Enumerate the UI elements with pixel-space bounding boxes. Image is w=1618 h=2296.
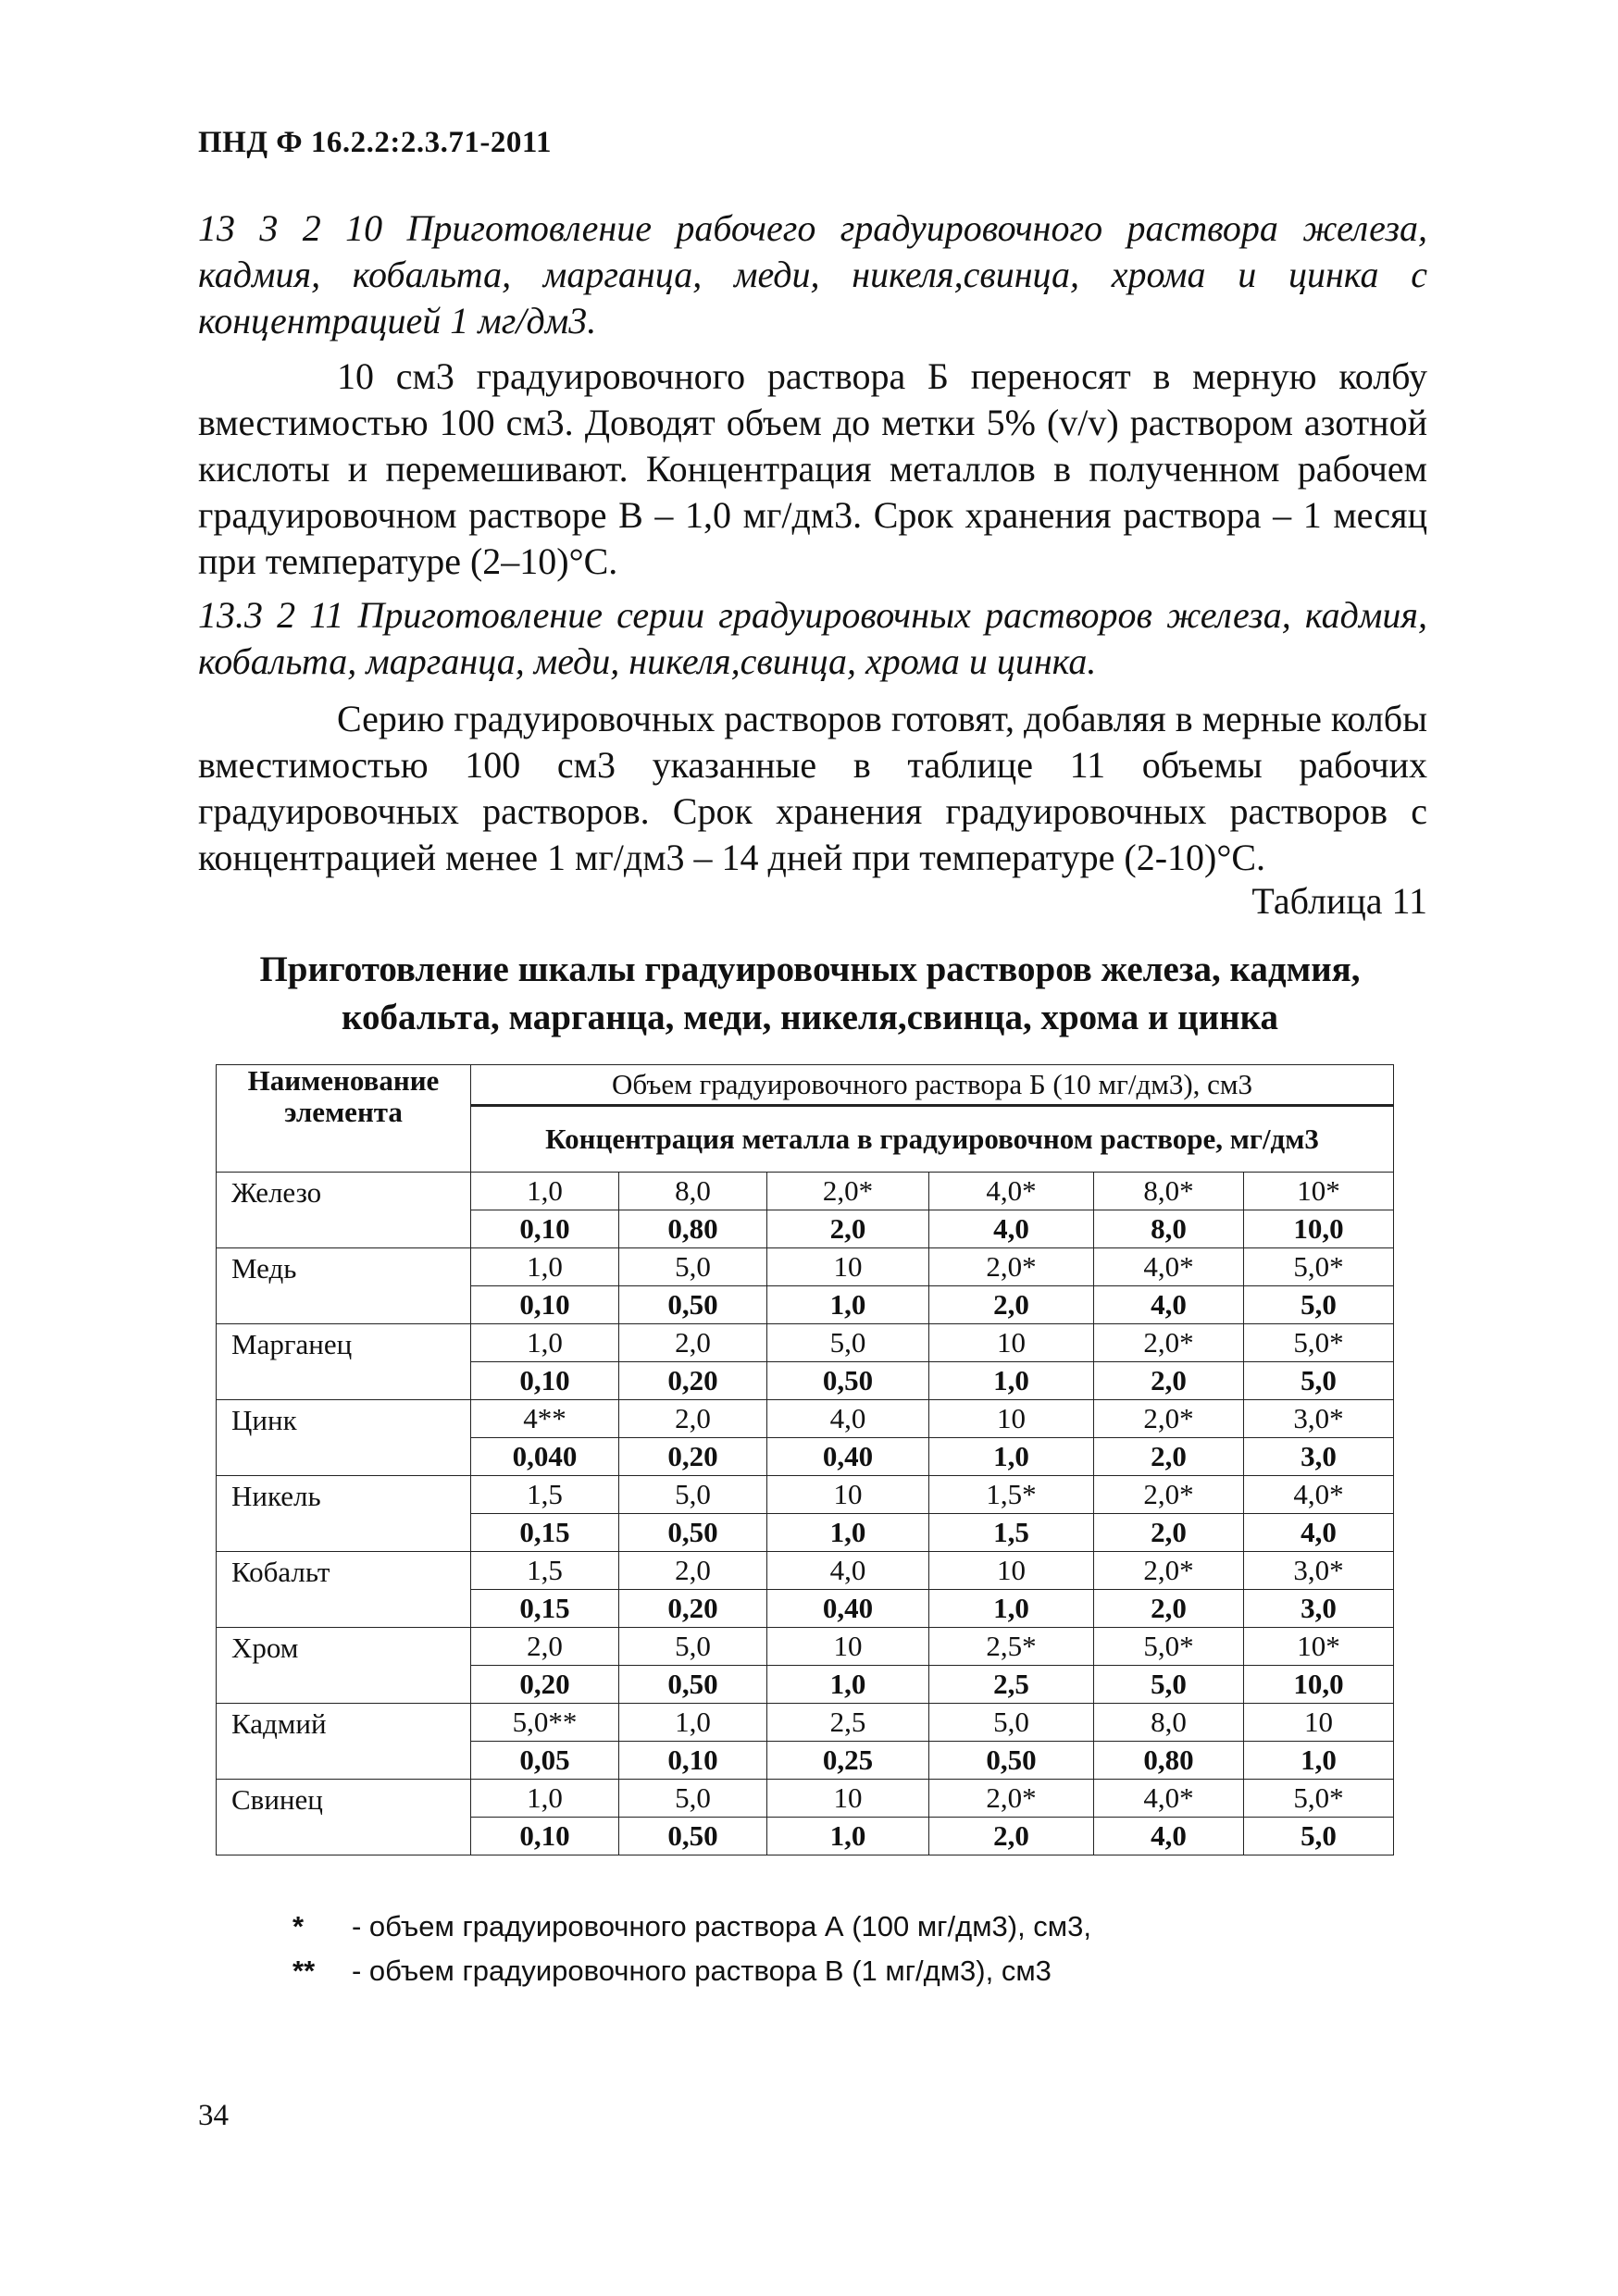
element-name: Кобальт <box>217 1552 471 1628</box>
concentration-cell: 5,0 <box>1244 1362 1394 1400</box>
table-row-volume <box>217 1552 1394 1590</box>
concentration-cell: 1,0 <box>929 1590 1094 1628</box>
volume-cell: 2,0* <box>929 1780 1094 1818</box>
volume-cell: 10 <box>767 1476 929 1514</box>
concentration-cell: 0,80 <box>1094 1742 1244 1780</box>
volume-cell: 4,0 <box>767 1552 929 1590</box>
volume-cell: 2,0* <box>1094 1324 1244 1362</box>
volume-cell: 5,0** <box>471 1704 619 1742</box>
page-number: 34 <box>198 2099 229 2132</box>
volume-cell: 8,0 <box>619 1173 767 1210</box>
concentration-cell: 1,0 <box>767 1818 929 1855</box>
volume-cell: 2,0 <box>619 1400 767 1438</box>
concentration-cell: 4,0 <box>929 1210 1094 1248</box>
table-row-volume <box>217 1704 1394 1742</box>
volume-cell: 1,0 <box>471 1248 619 1286</box>
volume-cell: 1,5 <box>471 1476 619 1514</box>
section-body-13-3-2-11: Серию градуировочных растворов готовят, добавляя в мерные колбы вместимостью 100 см3 указанные в таблице 11 объемы рабочих градуировочных растворов. Срок хранения градуировочных растворов с концентрацией менее 1 мг/дм3 – 14 дней при температуре (2-10)°С. <box>198 698 1427 878</box>
concentration-cell: 2,5 <box>929 1666 1094 1704</box>
concentration-cell: 0,10 <box>471 1286 619 1324</box>
volume-cell: 5,0 <box>619 1476 767 1514</box>
element-name: Медь <box>217 1248 471 1324</box>
header-element-name: Наименование элемента <box>217 1065 471 1173</box>
concentration-cell: 3,0 <box>1244 1590 1394 1628</box>
volume-cell: 1,0 <box>471 1780 619 1818</box>
volume-cell: 1,0 <box>471 1173 619 1210</box>
table-row-volume <box>217 1324 1394 1362</box>
concentration-cell: 0,10 <box>471 1210 619 1248</box>
element-name: Марганец <box>217 1324 471 1400</box>
volume-cell: 10 <box>929 1324 1094 1362</box>
volume-cell: 4** <box>471 1400 619 1438</box>
concentration-cell: 1,0 <box>929 1438 1094 1476</box>
concentration-cell: 4,0 <box>1094 1286 1244 1324</box>
concentration-cell: 3,0 <box>1244 1438 1394 1476</box>
volume-cell: 4,0 <box>767 1400 929 1438</box>
concentration-cell: 0,50 <box>767 1362 929 1400</box>
concentration-cell: 5,0 <box>1244 1818 1394 1855</box>
volume-cell: 2,0 <box>619 1324 767 1362</box>
table-title: Приготовление шкалы градуировочных растворов железа, кадмия, кобальта, марганца, меди, никеля,свинца, хрома и цинка <box>259 949 1361 1037</box>
concentration-cell: 2,0 <box>1094 1590 1244 1628</box>
volume-cell: 2,0* <box>767 1173 929 1210</box>
table-row-volume <box>217 1173 1394 1210</box>
footnote-mark: ** <box>292 1955 316 1987</box>
volume-cell: 1,5 <box>471 1552 619 1590</box>
concentration-cell: 1,0 <box>767 1514 929 1552</box>
table-row-volume <box>217 1248 1394 1286</box>
calibration-table <box>216 1064 1394 1855</box>
footnote <box>292 1949 1091 1993</box>
volume-cell: 3,0* <box>1244 1552 1394 1590</box>
volume-cell: 3,0* <box>1244 1400 1394 1438</box>
concentration-cell: 0,40 <box>767 1590 929 1628</box>
concentration-cell: 0,20 <box>471 1666 619 1704</box>
volume-cell: 5,0 <box>767 1324 929 1362</box>
volume-cell: 2,0 <box>471 1628 619 1666</box>
concentration-cell: 0,50 <box>619 1818 767 1855</box>
concentration-cell: 5,0 <box>1244 1286 1394 1324</box>
concentration-cell: 0,10 <box>471 1818 619 1855</box>
concentration-cell: 0,40 <box>767 1438 929 1476</box>
concentration-cell: 0,10 <box>471 1362 619 1400</box>
table-caption: Таблица 11 <box>1251 880 1427 922</box>
table-row-volume <box>217 1476 1394 1514</box>
concentration-cell: 4,0 <box>1094 1818 1244 1855</box>
volume-cell: 1,5* <box>929 1476 1094 1514</box>
concentration-cell: 2,0 <box>929 1286 1094 1324</box>
concentration-cell: 0,20 <box>619 1362 767 1400</box>
header-concentration: Концентрация металла в градуировочном растворе, мг/дм3 <box>471 1106 1394 1173</box>
volume-cell: 10* <box>1244 1628 1394 1666</box>
volume-cell: 5,0 <box>929 1704 1094 1742</box>
concentration-cell: 2,0 <box>1094 1362 1244 1400</box>
element-name: Хром <box>217 1628 471 1704</box>
concentration-cell: 1,0 <box>929 1362 1094 1400</box>
volume-cell: 4,0* <box>1244 1476 1394 1514</box>
concentration-cell: 0,50 <box>619 1666 767 1704</box>
volume-cell: 10 <box>1244 1704 1394 1742</box>
volume-cell: 5,0 <box>619 1628 767 1666</box>
volume-cell: 2,0* <box>929 1248 1094 1286</box>
volume-cell: 4,0* <box>1094 1248 1244 1286</box>
volume-cell: 5,0* <box>1244 1248 1394 1286</box>
footnotes <box>292 1905 1091 1993</box>
section-heading-13-3-2-11: 13.3 2 11 Приготовление серии градуировочных растворов железа, кадмия, кобальта, марганца, меди, никеля,свинца, хрома и цинка. <box>198 594 1427 682</box>
volume-cell: 4,0* <box>1094 1780 1244 1818</box>
volume-cell: 2,0 <box>619 1552 767 1590</box>
header-volume: Объем градуировочного раствора Б (10 мг/дм3), см3 <box>471 1065 1394 1106</box>
volume-cell: 5,0* <box>1244 1324 1394 1362</box>
volume-cell: 5,0 <box>619 1248 767 1286</box>
footnote <box>292 1905 1091 1949</box>
section-heading-13-3-2-10: 13 3 2 10 Приготовление рабочего градуировочного раствора железа, кадмия, кобальта, марганца, меди, никеля,свинца, хрома и цинка с концентрацией 1 мг/дм3. <box>198 207 1427 341</box>
concentration-cell: 1,0 <box>1244 1742 1394 1780</box>
volume-cell: 2,5* <box>929 1628 1094 1666</box>
volume-cell: 10* <box>1244 1173 1394 1210</box>
volume-cell: 10 <box>767 1248 929 1286</box>
concentration-cell: 0,15 <box>471 1514 619 1552</box>
footnote-text: - объем градуировочного раствора А (100 мг/дм3), см3, <box>352 1910 1091 1942</box>
concentration-cell: 0,50 <box>929 1742 1094 1780</box>
concentration-cell: 8,0 <box>1094 1210 1244 1248</box>
concentration-cell: 0,15 <box>471 1590 619 1628</box>
volume-cell: 10 <box>767 1628 929 1666</box>
concentration-cell: 2,0 <box>1094 1514 1244 1552</box>
concentration-cell: 5,0 <box>1094 1666 1244 1704</box>
table-row-volume <box>217 1400 1394 1438</box>
concentration-cell: 0,50 <box>619 1286 767 1324</box>
table-row-volume <box>217 1780 1394 1818</box>
concentration-cell: 0,05 <box>471 1742 619 1780</box>
volume-cell: 10 <box>767 1780 929 1818</box>
footnote-text: - объем градуировочного раствора В (1 мг/дм3), см3 <box>352 1955 1052 1987</box>
concentration-cell: 2,0 <box>767 1210 929 1248</box>
element-name: Цинк <box>217 1400 471 1476</box>
concentration-cell: 0,80 <box>619 1210 767 1248</box>
element-name: Кадмий <box>217 1704 471 1780</box>
concentration-cell: 0,25 <box>767 1742 929 1780</box>
concentration-cell: 1,0 <box>767 1286 929 1324</box>
volume-cell: 2,5 <box>767 1704 929 1742</box>
volume-cell: 5,0* <box>1094 1628 1244 1666</box>
table-row-volume <box>217 1628 1394 1666</box>
volume-cell: 2,0* <box>1094 1400 1244 1438</box>
volume-cell: 8,0 <box>1094 1704 1244 1742</box>
concentration-cell: 1,0 <box>767 1666 929 1704</box>
concentration-cell: 1,5 <box>929 1514 1094 1552</box>
volume-cell: 5,0 <box>619 1780 767 1818</box>
concentration-cell: 0,20 <box>619 1438 767 1476</box>
footnote-mark: * <box>292 1910 305 1942</box>
volume-cell: 10 <box>929 1400 1094 1438</box>
concentration-cell: 0,20 <box>619 1590 767 1628</box>
volume-cell: 2,0* <box>1094 1552 1244 1590</box>
element-name: Железо <box>217 1173 471 1248</box>
concentration-cell: 4,0 <box>1244 1514 1394 1552</box>
concentration-cell: 0,50 <box>619 1514 767 1552</box>
element-name: Никель <box>217 1476 471 1552</box>
concentration-cell: 2,0 <box>1094 1438 1244 1476</box>
volume-cell: 5,0* <box>1244 1780 1394 1818</box>
concentration-cell: 10,0 <box>1244 1210 1394 1248</box>
volume-cell: 10 <box>929 1552 1094 1590</box>
element-name: Свинец <box>217 1780 471 1855</box>
concentration-cell: 10,0 <box>1244 1666 1394 1704</box>
volume-cell: 2,0* <box>1094 1476 1244 1514</box>
section-body-13-3-2-10: 10 см3 градуировочного раствора Б переносят в мерную колбу вместимостью 100 см3. Доводят объем до метки 5% (v/v) раствором азотной кислоты и перемешивают. Концентрация металлов в полученном рабочем градуировочном растворе В – 1,0 мг/дм3. Срок хранения раствора – 1 месяц при температуре (2–10)°С. <box>198 355 1427 582</box>
volume-cell: 1,0 <box>471 1324 619 1362</box>
volume-cell: 8,0* <box>1094 1173 1244 1210</box>
document-code: ПНД Ф 16.2.2:2.3.71-2011 <box>198 126 553 159</box>
concentration-cell: 2,0 <box>929 1818 1094 1855</box>
volume-cell: 1,0 <box>619 1704 767 1742</box>
concentration-cell: 0,040 <box>471 1438 619 1476</box>
volume-cell: 4,0* <box>929 1173 1094 1210</box>
concentration-cell: 0,10 <box>619 1742 767 1780</box>
